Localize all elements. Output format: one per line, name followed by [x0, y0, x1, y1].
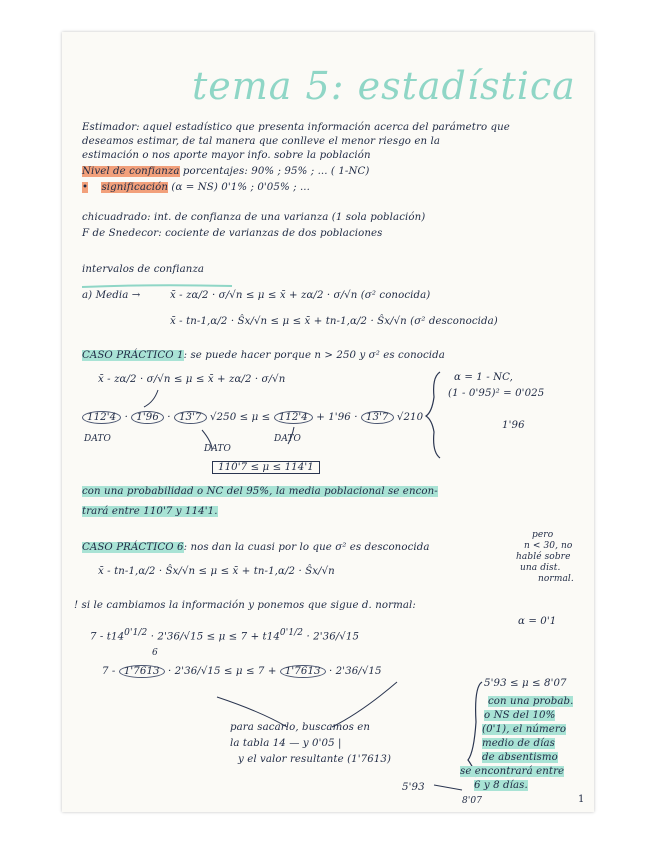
caso1-result — [212, 462, 320, 474]
caso6-side-note-3: hablé sobre — [516, 552, 571, 562]
brace-caso6 — [468, 682, 482, 777]
caso1-alpha-2: (1 - 0'95)² = 0'025 — [448, 388, 545, 399]
caso6-side-note-5: normal. — [538, 574, 574, 584]
caso6-concl-5: de absentismo — [482, 752, 558, 763]
caso6-line — [82, 542, 430, 554]
brace-caso1 — [426, 372, 440, 458]
intro-line-2: deseamos estimar, de tal manera que conlleve el menor riesgo en la — [82, 136, 441, 147]
dato-label-1: DATO — [84, 434, 112, 444]
caso1-result-box: 110'7 ≤ μ ≤ 114'1 — [212, 461, 320, 474]
caso1-formula: x̄ - zα/2 · σ/√n ≤ μ ≤ x̄ + zα/2 · σ/√n — [98, 374, 286, 385]
caso6-label: CASO PRÁCTICO 6 — [82, 542, 184, 553]
intro-line-3: estimación o nos aporte mayor info. sobre la población — [82, 150, 371, 161]
caso1-alpha-1: α = 1 - NC, — [454, 372, 513, 383]
sub-z: 1'96 — [131, 411, 164, 424]
dato-label-3: DATO — [274, 434, 302, 444]
caso6-concl-1: con una probab. — [488, 696, 574, 707]
caso6-explain-2: la tabla 14 — y 0'05 | — [230, 738, 342, 749]
caso1-conclusion-1: con una probabilidad o NC del 95%, la media poblacional se encon- — [82, 486, 438, 497]
caso6-line-2: 7 - 1'7613 · 2'36/√15 ≤ μ ≤ 7 + 1'7613 · 2'36/√15 — [102, 666, 382, 677]
t-value-1: 1'7613 — [119, 665, 165, 678]
caso6-alpha: α = 0'1 — [518, 616, 557, 627]
caso1-text: : se puede hacer porque n > 250 y σ² es conocida — [183, 350, 445, 361]
media-formula-1: x̄ - zα/2 · σ/√n ≤ μ ≤ x̄ + zα/2 · σ/√n (σ² conocida) — [170, 290, 431, 301]
section-underline — [82, 285, 232, 287]
caso6-n1: 5'93 — [402, 782, 425, 793]
sub-mean: 112'4 — [82, 411, 121, 424]
significance-line — [82, 182, 310, 194]
sub-sigma: 13'7 — [174, 411, 207, 424]
arrow-5 — [332, 682, 397, 727]
caso6-side-note-1: pero — [532, 530, 554, 540]
caso6-explain-3: y el valor resultante (1'7613) — [238, 754, 392, 765]
significance-text: (α = NS) 0'1% ; 0'05% ; ... — [168, 182, 310, 193]
caso1-label: CASO PRÁCTICO 1 — [82, 350, 184, 361]
sub-z-2: + 1'96 · — [316, 412, 358, 423]
caso1-line — [82, 350, 445, 362]
caso6-text: : nos dan la cuasi por lo que σ² es desconocida — [183, 542, 430, 553]
caso6-concl-2: o NS del 10% — [484, 710, 556, 721]
significance-label: significación — [101, 182, 169, 193]
bullet: • — [82, 182, 89, 193]
caso6-small-6: 6 — [152, 648, 158, 658]
caso6-result: 5'93 ≤ μ ≤ 8'07 — [484, 678, 567, 689]
caso6-note: ! si le cambiamos la información y ponemos que sigue d. normal: — [74, 600, 416, 611]
caso6-formula: x̄ - tn-1,α/2 · Ŝx/√n ≤ μ ≤ x̄ + tn-1,α/2 · Ŝx/√n — [98, 566, 335, 577]
intro-line-1: Estimador: aquel estadístico que presenta información acerca del parámetro que — [82, 122, 510, 133]
caso6-n2: 8'07 — [462, 796, 483, 806]
confidence-level-line — [82, 166, 369, 178]
arrow-1 — [144, 390, 158, 407]
confidence-level-text: porcentajes: 90% ; 95% ; ... ( 1-NC) — [179, 166, 370, 177]
page-title: tema 5: estadística — [192, 64, 576, 108]
sub-sqrt-2: √210 — [396, 412, 424, 423]
media-label: a) Media → — [82, 290, 141, 301]
caso6-side-note-2: n < 30, no — [524, 541, 573, 551]
caso6-line-1: $7 - t14^{0'1/2} \cdot 2'36/√15 \le \mu \le 7 + t14^{0'1/2} \cdot 2'36/√15$ — [90, 628, 360, 643]
caso6-explain-1: para sacarlo, buscamos en — [230, 722, 371, 733]
section-title: intervalos de confianza — [82, 264, 205, 275]
caso6-concl-7: 6 y 8 días. — [474, 780, 528, 791]
fsnedecor-definition: F de Snedecor: cociente de varianzas de dos poblaciones — [82, 228, 383, 239]
confidence-level-label: Nivel de confianza — [82, 166, 180, 177]
arrow-6 — [434, 785, 462, 790]
caso6-concl-4: medio de días — [482, 738, 556, 749]
caso6-concl-6: se encontrará entre — [460, 766, 565, 777]
sub-sqrt: √250 — [209, 412, 237, 423]
notebook-page — [62, 32, 594, 812]
page-number: 1 — [578, 794, 585, 805]
sub-mu: ≤ μ ≤ — [239, 412, 271, 423]
caso6-concl-3: (0'1), el número — [482, 724, 567, 735]
caso6-side-note-4: una dist. — [520, 563, 561, 573]
sub-sigma-2: 13'7 — [361, 411, 394, 424]
chi-definition: chicuadrado: int. de confianza de una varianza (1 sola población) — [82, 212, 426, 223]
caso1-z-value: 1'96 — [502, 420, 525, 431]
caso1-conclusion-2: trará entre 110'7 y 114'1. — [82, 506, 218, 517]
media-formula-2: x̄ - tn-1,α/2 · Ŝx/√n ≤ μ ≤ x̄ + tn-1,α/2 · Ŝx/√n (σ² desconocida) — [170, 316, 498, 327]
t-value-2: 1'7613 — [280, 665, 326, 678]
caso1-substitution: 112'4 · 1'96 · 13'7 √250 ≤ μ ≤ 112'4 + 1'96 · 13'7 √210 — [82, 412, 423, 424]
dato-label-2: DATO — [204, 444, 232, 454]
sub-mean-2: 112'4 — [274, 411, 313, 424]
